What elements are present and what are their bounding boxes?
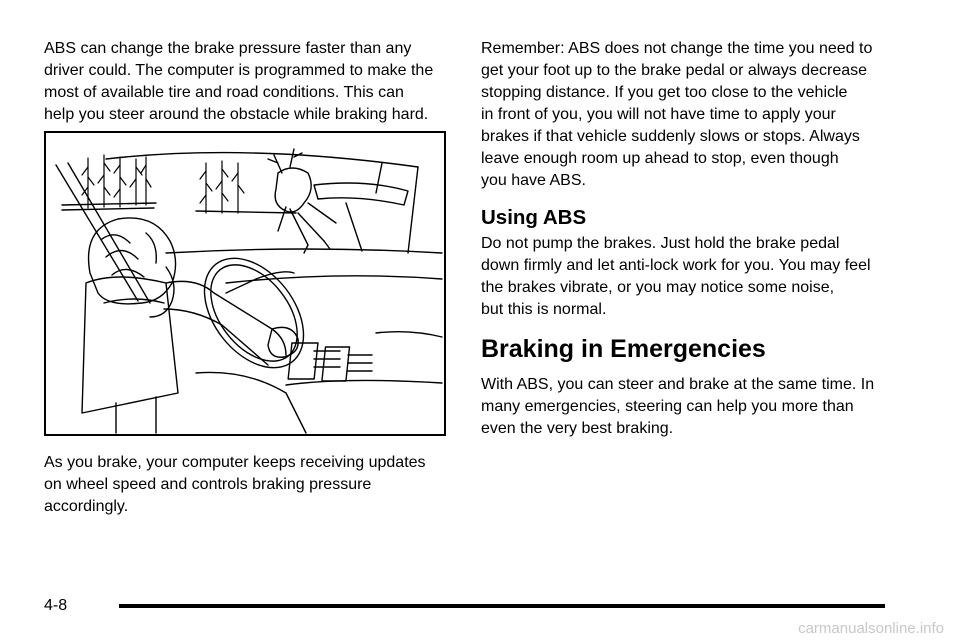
braking-emergencies-paragraph: With ABS, you can steer and brake at the same time. In many emergencies, steering can help you more than even the very best braking. <box>481 376 875 437</box>
left-column <box>44 38 446 126</box>
remember-paragraph: Remember: ABS does not change the time you need to get your foot up to the brake pedal or always decrease stopping distance. If you get too close to the vehicle in front of you, you will not have time to apply your brakes if that vehicle suddenly slows or stops. Always leave enough room up ahead to stop, even though you have ABS. <box>481 40 873 189</box>
page-number: 4-8 <box>44 597 68 614</box>
intro-paragraph: ABS can change the brake pressure faster than any driver could. The computer is programmed to make the most of available tire and road conditions. This can help you steer around the obstacle while braking hard. <box>44 40 434 123</box>
braking-emergencies-heading: Braking in Emergencies <box>481 335 766 363</box>
caption-paragraph-wrap <box>44 452 446 518</box>
footer-rule <box>119 604 885 608</box>
illustration-driver-braking-deer <box>44 131 446 436</box>
using-abs-paragraph: Do not pump the brakes. Just hold the brake pedal down firmly and let anti-lock work for you. You may feel the brakes vibrate, or you may notice some noise, but this is normal. <box>481 235 871 318</box>
caption-paragraph: As you brake, your computer keeps receiving updates on wheel speed and controls braking pressure accordingly. <box>44 454 426 515</box>
right-column <box>481 38 901 440</box>
watermark-text: carmanualsonline.info <box>798 620 944 637</box>
using-abs-heading: Using ABS <box>481 206 587 229</box>
